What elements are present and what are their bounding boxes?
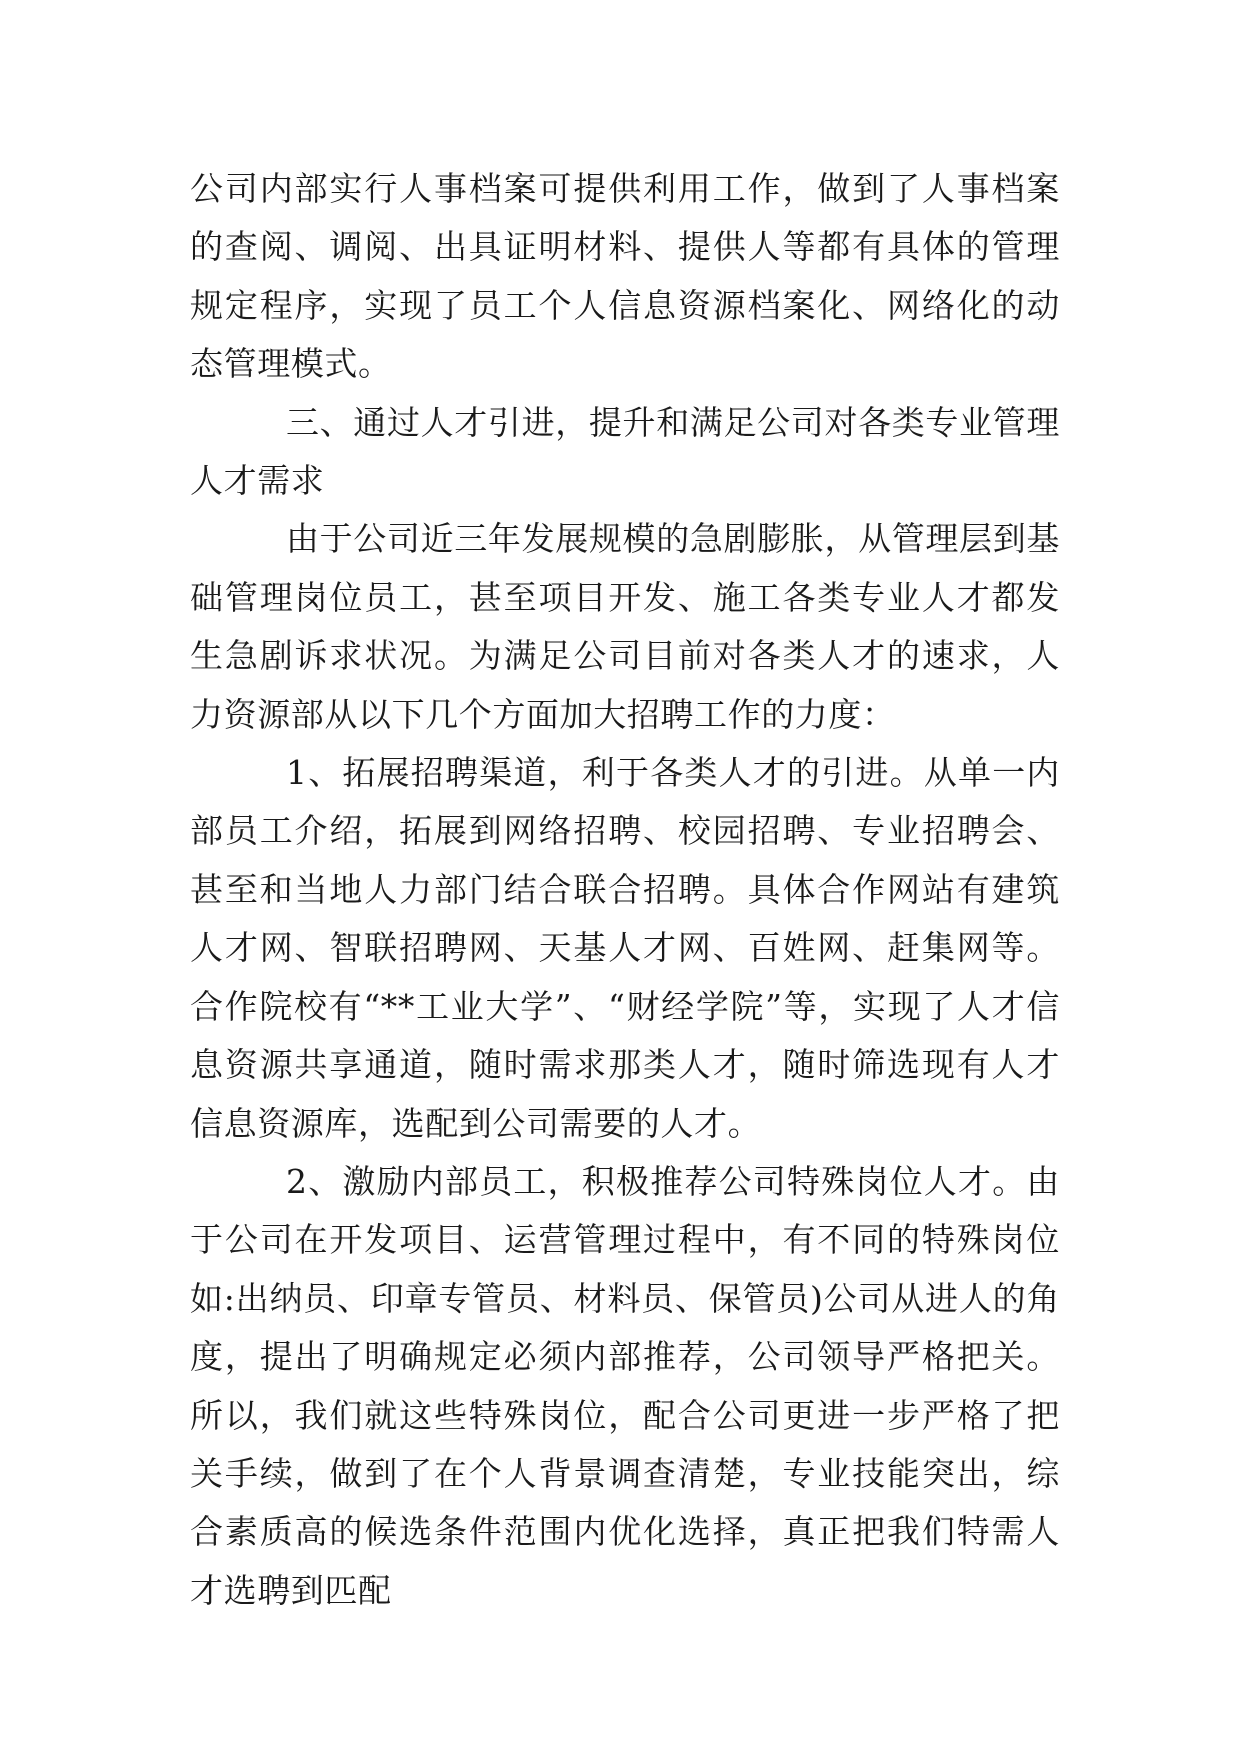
paragraph-recruitment-channels: 1、拓展招聘渠道，利于各类人才的引进。从单一内部员工介绍，拓展到网络招聘、校园招聘、专业招聘会、甚至和当地人力部门结合联合招聘。具体合作网站有建筑人才网、智联招聘网、天基人才网、百姓网、赶集网等。合作院校有“**工业大学”、“财经学院”等，实现了人才信息资源共享通道，随时需求那类人才，随时筛选现有人才信息资源库，选配到公司需要的人才。 <box>190 753 1060 1143</box>
document-body <box>190 160 1060 1620</box>
section-heading-talent-introduction: 三、通过人才引进，提升和满足公司对各类专业管理人才需求 <box>190 402 1060 501</box>
paragraph-internal-referral: 2、激励内部员工，积极推荐公司特殊岗位人才。由于公司在开发项目、运营管理过程中，有不同的特殊岗位如:出纳员、印章专管员、材料员、保管员)公司从进人的角度，提出了明确规定必须内部推荐，公司领导严格把关。所以，我们就这些特殊岗位，配合公司更进一步严格了把关手续，做到了在个人背景调查清楚，专业技能突出，综合素质高的候选条件范围内优化选择，真正把我们特需人才选聘到匹配 <box>190 1161 1060 1610</box>
paragraph-archive-management: 公司内部实行人事档案可提供利用工作，做到了人事档案的查阅、调阅、出具证明材料、提供人等都有具体的管理规定程序，实现了员工个人信息资源档案化、网络化的动态管理模式。 <box>190 169 1060 384</box>
paragraph-recruitment-background: 由于公司近三年发展规模的急剧膨胀，从管理层到基础管理岗位员工，甚至项目开发、施工各类专业人才都发生急剧诉求状况。为满足公司目前对各类人才的速求，人力资源部从以下几个方面加大招聘工作的力度： <box>190 519 1060 734</box>
